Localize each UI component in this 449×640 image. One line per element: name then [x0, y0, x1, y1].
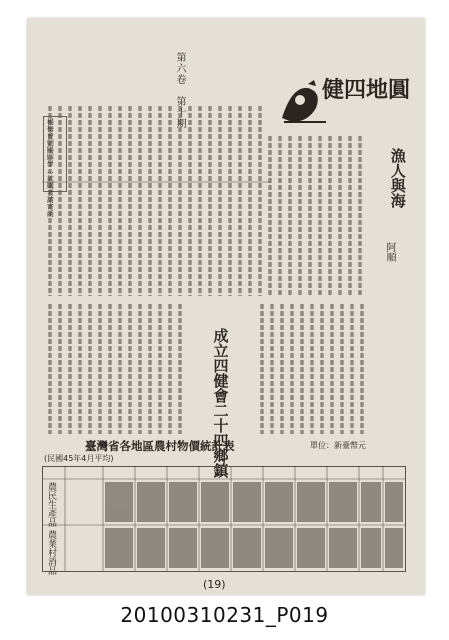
archive-caption: 20100310231_P019	[120, 603, 329, 627]
article2-text-columns	[42, 300, 372, 438]
issue-header: 第六卷 第十期	[174, 52, 185, 129]
article1-title: 漁人與海	[388, 148, 407, 208]
article1-author: 阿順	[384, 242, 395, 262]
column-logo-title: 健四地圓	[322, 78, 411, 103]
price-statistics-table	[42, 466, 406, 572]
table-date: (民國45年4月平均)	[44, 454, 114, 463]
page-number: (19)	[203, 578, 226, 591]
table-unit: 單位：新臺幣元	[310, 441, 366, 450]
article2-title: 成立四健會二十四鄉鎮	[211, 328, 230, 478]
sidebar-notice-text: 楊梅會朝陽四學…欲購者請寄函	[46, 118, 55, 217]
table-group-producer: 農民生產品	[46, 482, 56, 527]
table-group-consumer: 農業村消品	[46, 530, 56, 575]
table-title: 臺灣省各地區農村物價統計表	[85, 439, 235, 453]
